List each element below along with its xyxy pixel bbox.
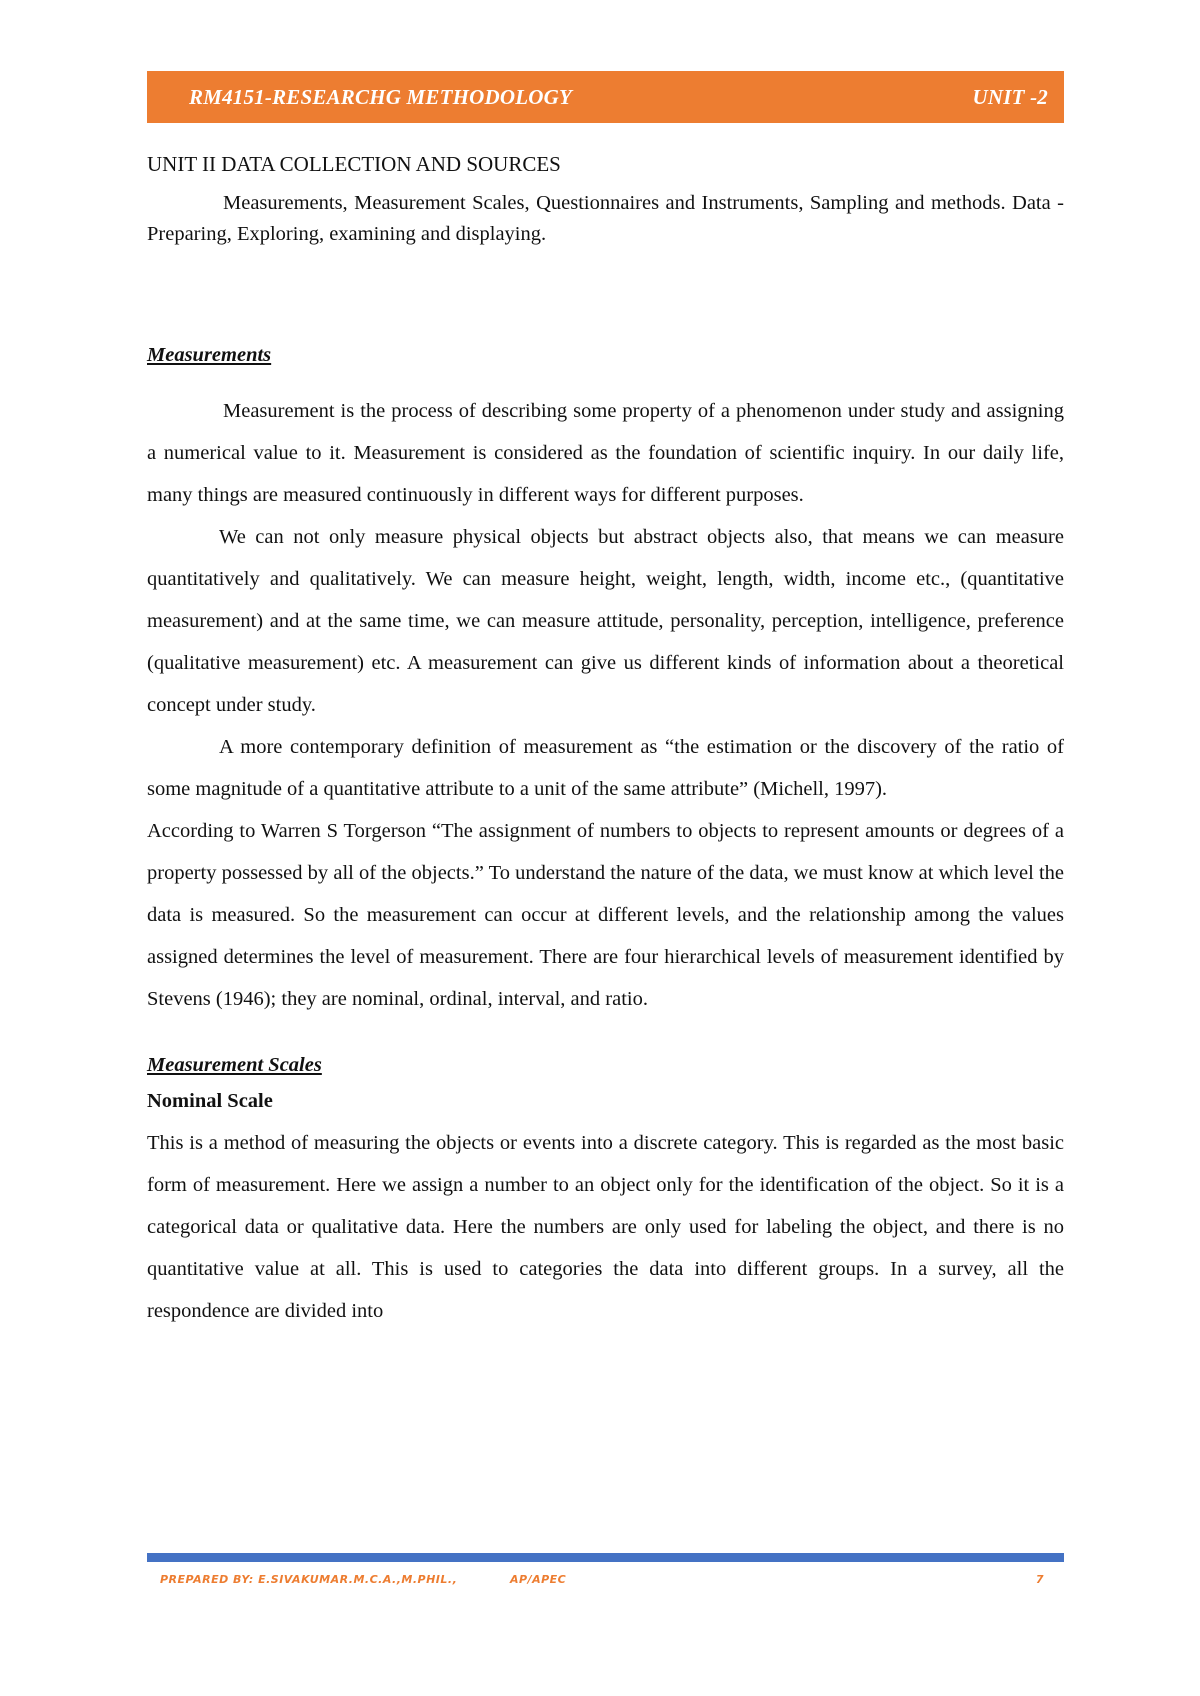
- unit-label: UNIT -2: [972, 84, 1048, 109]
- syllabus-paragraph: Measurements, Measurement Scales, Questionnaires and Instruments, Sampling and methods. Data - Preparing, Exploring, examining and displaying.: [147, 192, 1064, 245]
- page-number: 7: [1035, 1573, 1044, 1586]
- unit-title: UNIT II DATA COLLECTION AND SOURCES: [147, 152, 561, 176]
- measurements-paragraph-2: We can not only measure physical objects but abstract objects also, that means we can measure quantitatively and qualitatively. We can measure height, weight, length, width, income etc., (quantitative measurement) and at the same time, we can measure attitude, personality, perception, intelligence, preference (qualitative measurement) etc. A measurement can give us different kinds of information about a theoretical concept under study.: [147, 526, 1064, 716]
- footer-rule: [147, 1553, 1064, 1562]
- course-title: RM4151-RESEARCHG METHODOLOGY: [189, 84, 573, 109]
- page-footer: [160, 1573, 1054, 1597]
- footer-org: AP/APEC: [510, 1573, 567, 1586]
- measurements-heading: Measurements: [147, 344, 272, 366]
- measurements-paragraph-4: According to Warren S Torgerson “The assignment of numbers to objects to represent amounts or degrees of a property possessed by all of the objects.” To understand the nature of the data, we must know at which level the data is measured. So the measurement can occur at different levels, and the relationship among the values assigned determines the level of measurement. There are four hierarchical levels of measurement identified by Stevens (1946); they are nominal, ordinal, interval, and ratio.: [147, 820, 1064, 1010]
- document-body: [147, 148, 1064, 1332]
- measurements-paragraph-1: Measurement is the process of describing some property of a phenomenon under study and assigning a numerical value to it. Measurement is considered as the foundation of scientific inquiry. In our daily life, many things are measured continuously in different ways for different purposes.: [147, 400, 1064, 506]
- nominal-scale-heading: Nominal Scale: [147, 1090, 273, 1112]
- prepared-by: PREPARED BY: E.SIVAKUMAR.M.C.A.,M.PHIL.,: [160, 1573, 458, 1586]
- measurements-paragraph-3: A more contemporary definition of measurement as “the estimation or the discovery of the ratio of some magnitude of a quantitative attribute to a unit of the same attribute” (Michell, 1997).: [147, 736, 1064, 800]
- page-header-bar: [147, 71, 1064, 123]
- nominal-scale-paragraph: This is a method of measuring the objects or events into a discrete category. This is regarded as the most basic form of measurement. Here we assign a number to an object only for the identification of the object. So it is a categorical data or qualitative data. Here the numbers are only used for labeling the object, and there is no quantitative value at all. This is used to categories the data into different groups. In a survey, all the respondence are divided into: [147, 1132, 1064, 1322]
- measurement-scales-heading: Measurement Scales: [147, 1054, 322, 1076]
